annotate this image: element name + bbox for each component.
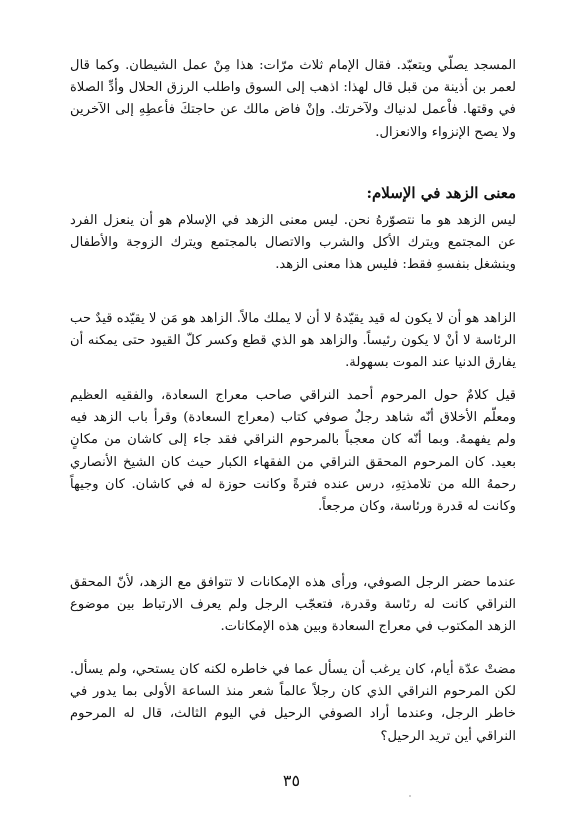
paragraph-zahid-definition: الزاهد هو أن لا يكون له قيد يقيّدهُ لا أن لا يملك مالاً. الزاهد هو مَن لا يقيّده قيدٌ حب الرئاسة لا أنْ لا يكون رئيساً. والزاهد هو الذي قطع وكسر كلّ القيود حتى يمكنه أن يفارق الدنيا عند الموت بسهولة.	[70, 311, 516, 371]
scan-speck	[409, 795, 411, 797]
paragraph-days-passed: مضتْ عدّة أيام، كان يرغب أن يسأل عما في خاطره لكنه كان يستحي، ولم يسأل. لكن المرحوم النراقي الذي كان رجلاً عالماً شعر منذ الساعة الأولى بما يدور في خاطر الرجل، وعندما أراد الصوفي الرحيل في اليوم الثالث، قال له المرحوم النراقي أين تريد الرحيل؟	[70, 662, 516, 744]
page-number: ٣٥	[282, 771, 301, 790]
section-heading: معنى الزهد في الإسلام:	[366, 184, 516, 202]
paragraph-zuhd-meaning: ليس الزهد هو ما نتصوّرهُ نحن. ليس معنى الزهد في الإسلام هو أن ينعزل الفرد عن المجتمع ويترك الأكل والشرب والاتصال بالمجتمع ويترك الزوجة والأطفال وينشغل بنفسهِ فقط: فليس هذا معنى الزهد.	[70, 213, 516, 273]
paragraph-sufi-visit: عندما حضر الرجل الصوفي، ورأى هذه الإمكانات لا تتوافق مع الزهد، لأنّ المحقق النراقي كانت له رئاسة وقدرة، فتعجّب الرجل ولم يعرف الارتباط بين موضوع الزهد المكتوب في معراج السعادة وبين هذه الإمكانات.	[70, 575, 516, 635]
paragraph-continuation: المسجد يصلّي ويتعبّد. فقال الإمام ثلاث مرّات: هذا مِنْ عمل الشيطان. وكما قال لعمر بن أذينة من قبل قال لهذا: اذهب إلى السوق واطلب الرزق الحلال وأدِّ الصلاة في وقتها. فاْعمل لدنياك ولآخرتك. وإنْ فاض مالك عن حاجتكَ فأعطِهِ إلى الآخرين ولا يصح الإنزواء والانعزال.	[70, 58, 516, 140]
paragraph-naraqi-story: قيل كلامٌ حول المرحوم أحمد النراقي صاحب معراج السعادة، والفقيه العظيم ومعلّم الأخلاق أنّه شاهد رجلٌ صوفي كتاب (معراج السعادة) وقرأ باب الزهد فيه ولم يفهمهُ. وبما أنّه كان معجباً بالمرحوم النراقي فقد جاء إلى كاشان من مكانٍ بعيد. كان المرحوم المحقق النراقي من الفقهاء الكبار حيث كان الشيخ الأنصاري رحمهُ الله من تلامذتِهِ، درس عنده فترةً وكانت حوزة له في كاشان. كان وجيهاً وكانت له قدرة ورئاسة، وكان مرجعاً.	[70, 388, 516, 515]
